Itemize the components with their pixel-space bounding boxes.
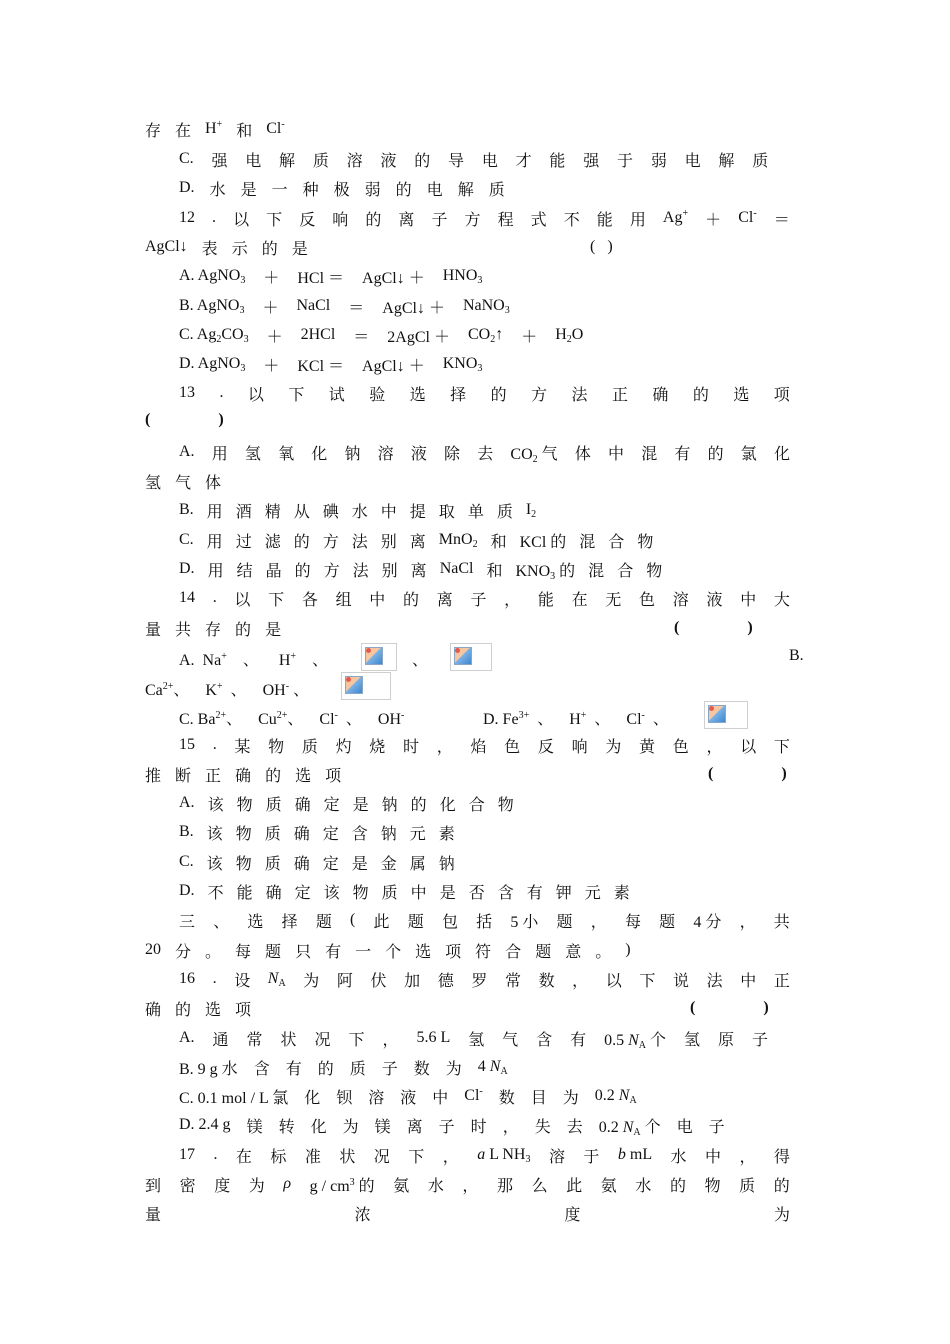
option-line: A. 该 物 质 确 定 是 钠 的 化 合 物 [179,794,514,814]
question-17-stem-cont: 到 密 度 为 ρ g / $cm^3$ 的 氨 水 ， 那 么 此 氨 水 的 物 质 的 [145,1175,790,1195]
broken-image-icon [704,701,748,729]
option-line: D. $Fe^{3+}$ 、 H+ 、 Cl- 、 [483,710,669,728]
question-15-stem: 15 . 某 物 质 灼 烧 时 ， 焰 色 反 响 为 黄 色 ， 以 下 [179,736,790,756]
broken-image-icon [361,643,397,671]
option-line-cont: 氢 气 体 [145,474,222,492]
question-17-stem: 17 . 在 标 准 状 况 下 ， a L $NH_3$ 溶 于 b mL 水 中 ， 得 [179,1146,790,1166]
option-line: C. $Ag_2CO_3$ ＋ 2HCl ＝ 2AgCl ＋ $CO_2↑$ ＋ $H_2O$ [179,326,584,346]
option-line: D. 水 是 一 种 极 弱 的 电 解 质 [179,179,505,199]
option-line: $Ca^{2+}$、 K+ 、 OH- 、 [145,681,310,699]
option-line: A. 通 常 状 况 下 ， 5.6 L 氢 气 含 有 0.5 $N_A$ 个 氢 原 子 [179,1029,768,1051]
question-14-stem-cont: 量 共 存 的 是 [145,621,282,639]
question-16-stem-cont: 确 的 选 项 [145,1001,252,1019]
option-line: B. 该 物 质 确 定 含 钠 元 素 [179,823,455,843]
separator: 、 [412,652,429,669]
answer-bracket: ( ) [674,619,753,636]
question-13-stem: 13 . 以 下 试 验 选 择 的 方 法 正 确 的 选 项 [179,384,790,404]
option-line: D. 2.4 g 镁 转 化 为 镁 离 子 时 ， 失 去 0.2 $N_A$ 个 电 子 [179,1116,725,1138]
option-line: A. AgNO$_3$ ＋ HCl ＝ AgCl↓ ＋ $HNO_3$ [179,267,483,287]
question-12-stem: 12 . 以 下 反 响 的 离 子 方 程 式 不 能 用 Ag+ ＋ Cl- ＝ [179,208,790,229]
question-15-stem-cont: 推 断 正 确 的 选 项 [145,767,342,785]
section-heading-cont: 20 分 。 每 题 只 有 一 个 选 项 符 合 题 意 。 ) [145,941,631,961]
question-16-stem: 16 . 设 $N_A$ 为 阿 伏 加 德 罗 常 数 ， 以 下 说 法 中 正 [179,970,790,990]
broken-image-icon [341,672,391,700]
broken-image-icon [450,643,492,671]
question-12-stem-cont: AgCl↓ 表 示 的 是 [145,238,308,258]
option-line: C. 0.1 mol / L 氯 化 钡 溶 液 中 Cl- 数 目 为 0.2 $N_A$ [179,1086,637,1107]
option-line: D. 不 能 确 定 该 物 质 中 是 否 含 有 钾 元 素 [179,882,630,902]
option-line: B. 9 g 水 含 有 的 质 子 数 为 4 $N_A$ [179,1058,508,1078]
section-heading: 三 、 选 择 题 ( 此 题 包 括 5 小 题 ， 每 题 4 分 ， 共 [179,911,790,931]
answer-bracket: ( ) [708,765,787,782]
option-line: C. 用 过 滤 的 方 法 别 离 MnO$_2$ 和 KCl 的 混 合 物 [179,531,654,551]
option-line: D. AgNO$_3$ ＋ KCl ＝ AgCl↓ ＋ $KNO_3$ [179,355,483,375]
option-line: C. 该 物 质 确 定 是 金 属 钠 [179,853,455,873]
option-line: B. 用 酒 精 从 碘 水 中 提 取 单 质 $I_2$ [179,501,537,521]
option-marker: B. [789,647,804,664]
answer-bracket: ( ) [590,238,613,255]
option-line: D. 用 结 晶 的 方 法 别 离 NaCl 和 $KNO_3$ 的 混 合 物 [179,560,663,582]
option-line: B. AgNO$_3$ ＋ NaCl ＝ AgCl↓ ＋ NaNO$_3$ [179,297,510,317]
option-line: A. Na+ 、 H+ 、 [179,651,329,669]
answer-bracket: ( ) [690,999,769,1016]
text-line: 存 在 H+ 和 Cl- [145,119,285,140]
question-14-stem: 14 . 以 下 各 组 中 的 离 子 ， 能 在 无 色 溶 液 中 大 [179,589,790,609]
option-line: C. $Ba^{2+}$、 $Cu^{2+}$、 Cl- 、 OH- [179,710,405,728]
question-17-stem-cont: 量 浓 度 为 [145,1206,790,1224]
option-line: C. 强 电 解 质 溶 液 的 导 电 才 能 强 于 弱 电 解 质 [179,150,769,170]
option-line: A. 用 氢 氧 化 钠 溶 液 除 去 $CO_2$ 气 体 中 混 有 的 氯 化 [179,443,790,465]
answer-bracket: ( ) [145,411,224,428]
